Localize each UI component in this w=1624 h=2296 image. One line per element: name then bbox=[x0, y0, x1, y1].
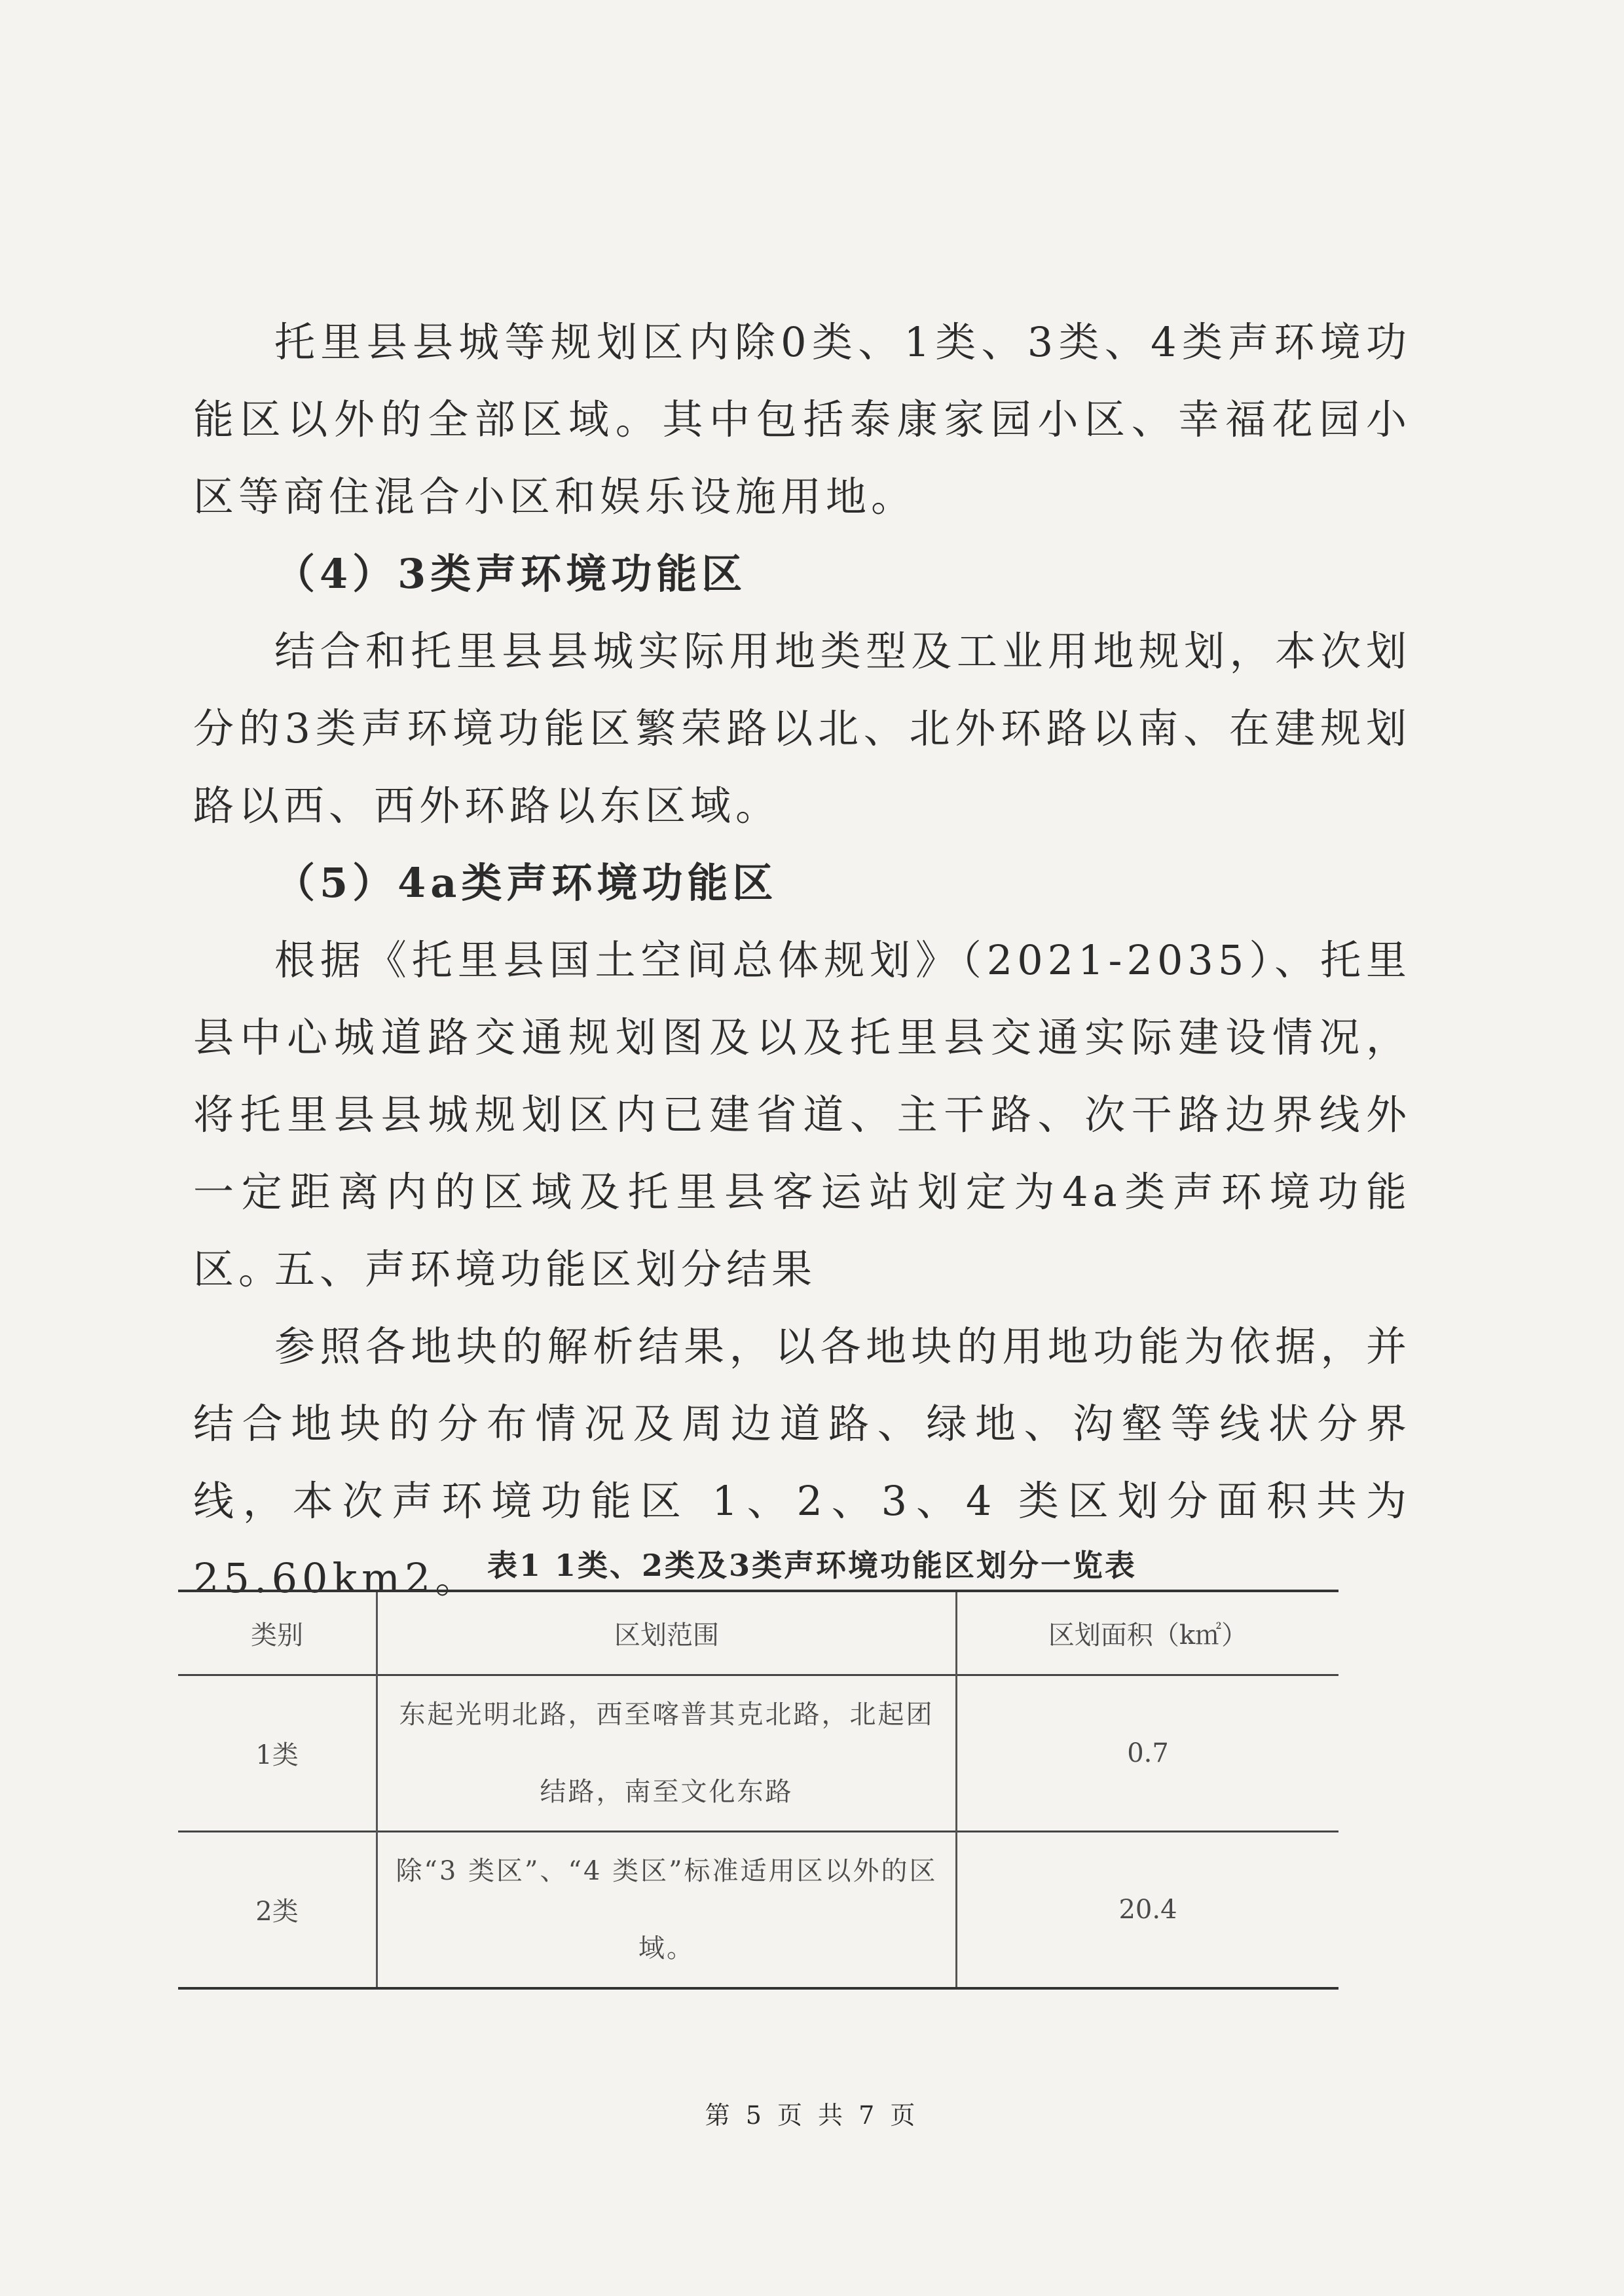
paragraph-2-class-area: 托里县县城等规划区内除0类、1类、3类、4类声环境功能区以外的全部区域。其中包括泰康家园小区、幸福花园小区等商住混合小区和娱乐设施用地。 bbox=[193, 318, 1411, 520]
header-range: 区划范围 bbox=[377, 1591, 957, 1675]
table-caption: 表1 1类、2类及3类声环境功能区划分一览表 bbox=[487, 1548, 1137, 1583]
page-footer: 第 5 页 共 7 页 bbox=[705, 2101, 919, 2130]
cell-area: 0.7 bbox=[957, 1675, 1339, 1831]
paragraph-class-4a: 根据《托里县国土空间总体规划》（2021-2035）、托里县中心城道路交通规划图及以及托里县交通实际建设情况，将托里县县城规划区内已建省道、主干路、次干路边界线外一定距离内的区域及托里县客运站划定为4a类声环境功能区。 bbox=[193, 936, 1411, 1293]
cell-category: 2类 bbox=[178, 1831, 377, 1988]
cell-category: 1类 bbox=[178, 1675, 377, 1831]
section-heading-results: 五、声环境功能区划分结果 bbox=[274, 1245, 817, 1293]
table-header-row bbox=[178, 1591, 1338, 1675]
paragraph-results: 参照各地块的解析结果，以各地块的用地功能为依据，并结合地块的分布情况及周边道路、绿地、沟壑等线状分界线，本次声环境功能区 1、2、3、4 类区划分面积共为25.60km2。 bbox=[193, 1322, 1411, 1602]
cell-range: 东起光明北路，西至喀普其克北路，北起团结路，南至文化东路 bbox=[377, 1675, 957, 1831]
table-row bbox=[178, 1675, 1338, 1831]
zoning-table bbox=[178, 1590, 1338, 1990]
cell-range: 除“3 类区”、“4 类区”标准适用区以外的区域。 bbox=[377, 1831, 957, 1988]
header-area: 区划面积（k㎡） bbox=[957, 1591, 1339, 1675]
heading-class-3: （4）3类声环境功能区 bbox=[274, 550, 747, 598]
paragraph-class-3: 结合和托里县县城实际用地类型及工业用地规划，本次划分的3类声环境功能区繁荣路以北、北外环路以南、在建规划路以西、西外环路以东区域。 bbox=[193, 627, 1411, 829]
table-row bbox=[178, 1831, 1338, 1988]
heading-class-4a: （5）4a类声环境功能区 bbox=[274, 859, 778, 907]
header-category: 类别 bbox=[178, 1591, 377, 1675]
cell-area: 20.4 bbox=[957, 1831, 1339, 1988]
